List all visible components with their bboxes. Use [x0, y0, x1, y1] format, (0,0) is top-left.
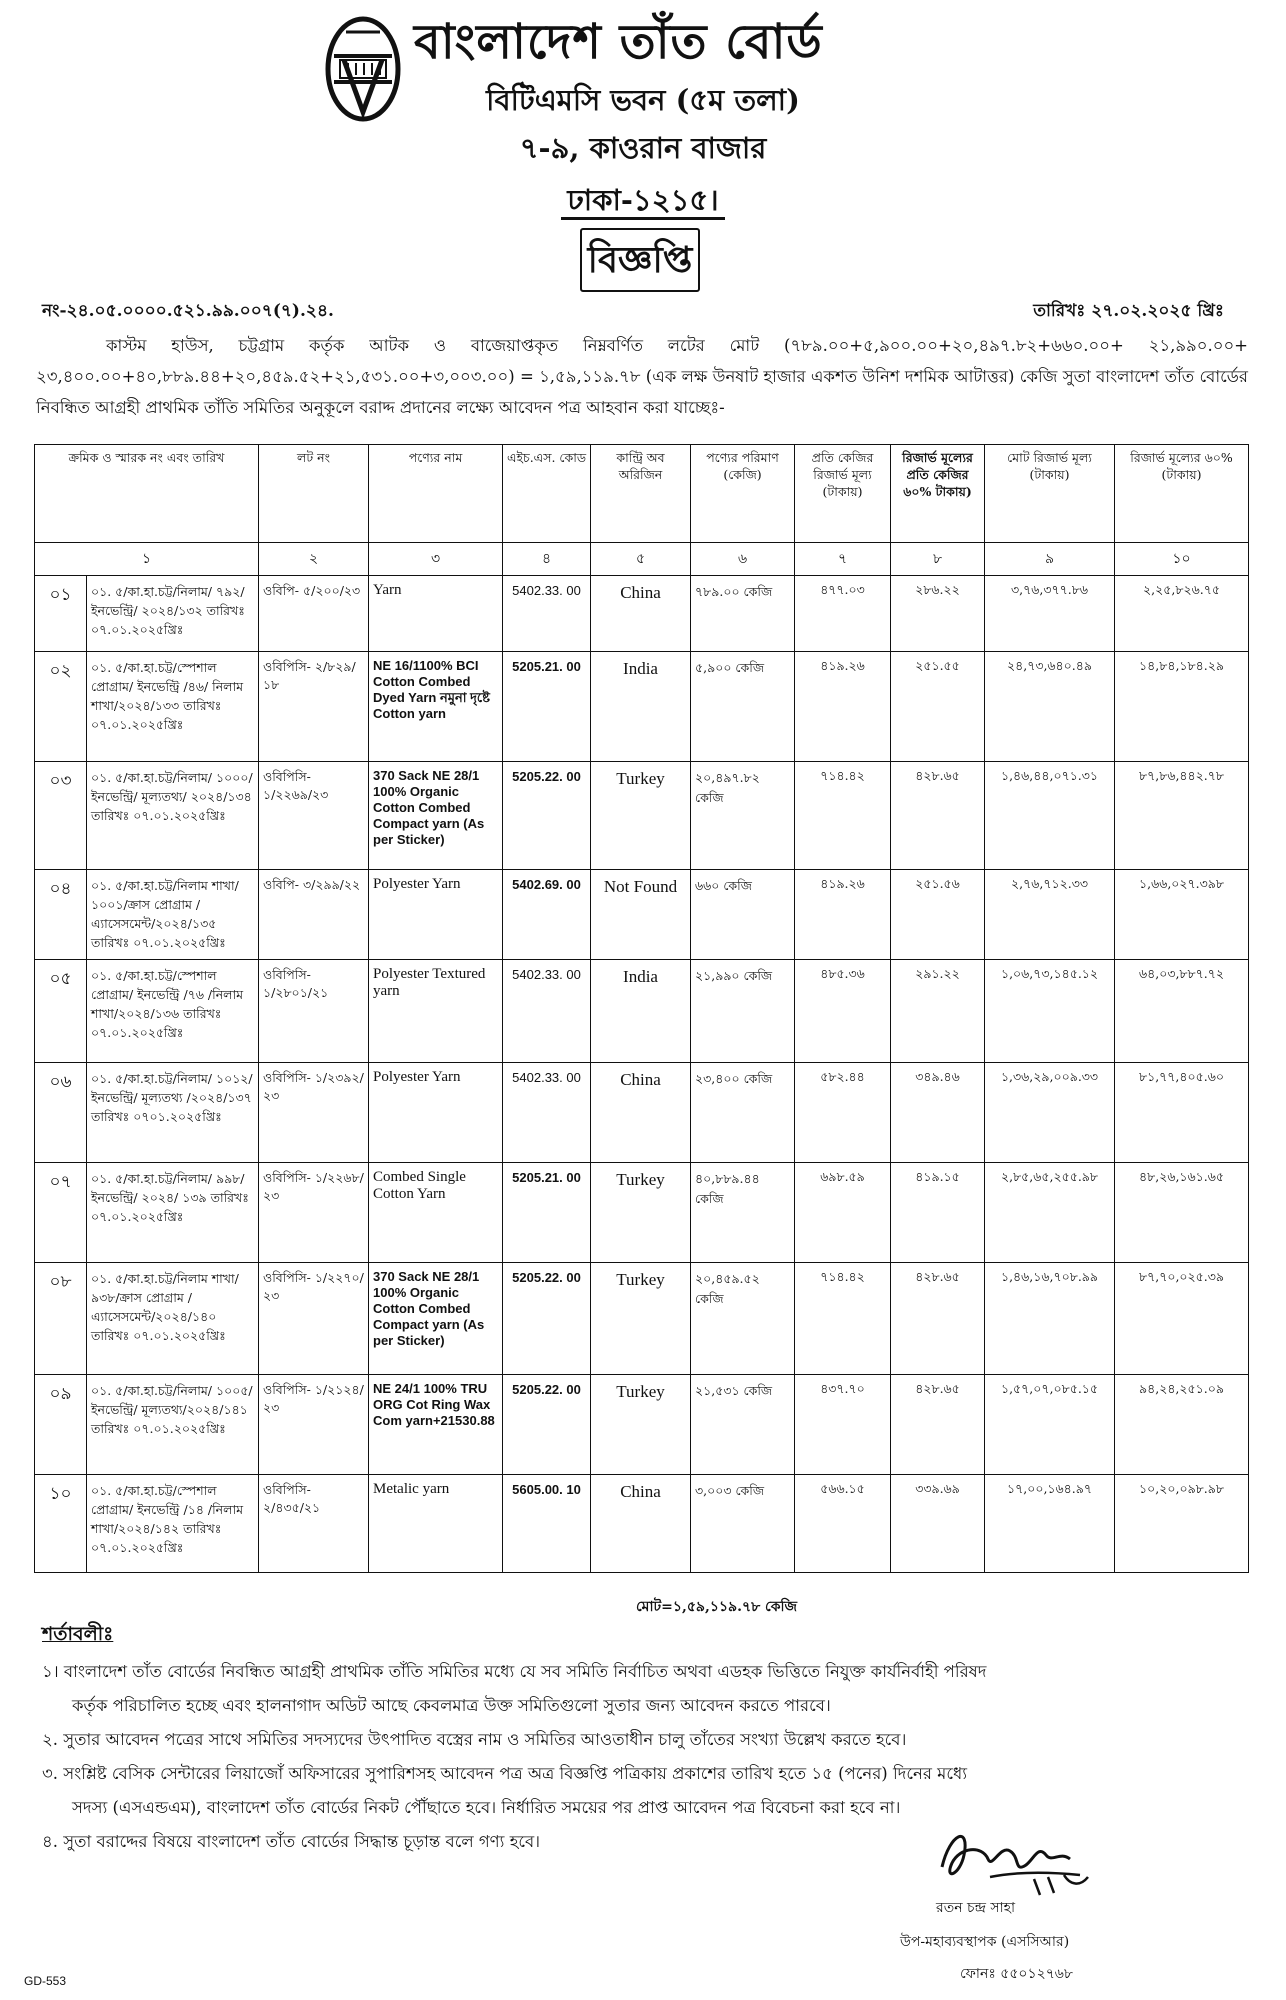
rate60-cell: ২৮৬.২২ — [891, 576, 985, 652]
total-cell: ২,৮৫,৬৫,২৫৫.৯৮ — [985, 1163, 1115, 1263]
table-row — [35, 1263, 1249, 1375]
product-cell: Polyester Textured yarn — [369, 960, 503, 1063]
lot-cell: ওবিপিসি- ১/২২৬৯/২৩ — [259, 762, 369, 870]
table-row — [35, 1375, 1249, 1475]
lot-cell: ওবিপিসি- ২/৪৩৫/২১ — [259, 1475, 369, 1573]
serial-cell: ০২ — [35, 652, 87, 762]
rate60-cell: ৪২৮.৬৫ — [891, 762, 985, 870]
total60-cell: ১৪,৮৪,১৮৪.২৯ — [1115, 652, 1249, 762]
signature-scribble — [930, 1815, 1100, 1905]
origin-cell: China — [591, 576, 691, 652]
hs-code-cell: 5605.00. 10 — [503, 1475, 591, 1573]
table-row — [35, 1475, 1249, 1573]
col-number: ৩ — [369, 543, 503, 576]
quantity-cell: ২১,৫৩১ কেজি — [691, 1375, 795, 1475]
product-cell: Metalic yarn — [369, 1475, 503, 1573]
signatory-phone: ফোনঃ ৫৫০১২৭৬৮ — [960, 1966, 1073, 1982]
address-city — [0, 178, 1286, 227]
quantity-cell: ৬৬০ কেজি — [691, 870, 795, 960]
intro-paragraph: কাস্টম হাউস, চট্টগ্রাম কর্তৃক আটক ও বাজেয়াপ্তকৃত নিম্নবর্ণিত লটের মোট (৭৮৯.০০+৫,৯০০.০০+২০,৪৯৭.৮২+৬৬০.০০+ ২১,৯৯০.০০+ ২৩,৪০০.০০+৪০,৮৮৯.৪৪+২০,৪৫৯.৫২+২১,৫৩১.০০+৩,০০৩.০০) = ১,৫৯,১১৯.৭৮ (এক লক্ষ উনষাট হাজার একশত উনিশ দশমিক আটাত্তর) কেজি সুতা বাংলাদেশ তাঁত বোর্ডের নিবন্ধিত আগ্রহী প্রাথমিক তাঁতি সমিতির অনুকূলে বরাদ্দ প্রদানের লক্ষ্যে আবেদন পত্র আহবান করা যাচ্ছেঃ- — [36, 336, 1248, 417]
total-cell: ১,৫৭,০৭,০৮৫.১৫ — [985, 1375, 1115, 1475]
memo-cell: ০১. ৫/কা.হা.চট্ট/নিলাম/ ১০১২/ইনভেন্ট্রি/ মূল্যতথ্য /২০২৪/১৩৭ তারিখঃ ০৭০১.২০২৫খ্রিঃ — [87, 1063, 259, 1163]
rate60-cell: ৩৩৯.৬৯ — [891, 1475, 985, 1573]
footer-code: GD-553 — [24, 1974, 67, 1988]
col-header-product: পণ্যের নাম — [369, 445, 503, 543]
memo-cell: ০১. ৫/কা.হা.চট্ট/নিলাম শাখা/৯৩৮/ক্রাস প্রোগ্রাম /এ্যাসেসমেন্ট/২০২৪/১৪০ তারিখঃ ০৭.০১.২০২৫খ্রিঃ — [87, 1263, 259, 1375]
table-row — [35, 576, 1249, 652]
serial-cell: ১০ — [35, 1475, 87, 1573]
serial-cell: ০৫ — [35, 960, 87, 1063]
table-row — [35, 1063, 1249, 1163]
col-number: ৯ — [985, 543, 1115, 576]
rate-cell: ৭১৪.৪২ — [795, 762, 891, 870]
col-number: ৬ — [691, 543, 795, 576]
col-header-serial-memo: ক্রমিক ও স্মারক নং এবং তারিখ — [35, 445, 259, 543]
col-header-rate60: রিজার্ভ মূল্যের প্রতি কেজির ৬০% টাকায়) — [891, 445, 985, 543]
col-number: ৭ — [795, 543, 891, 576]
memo-cell: ০১. ৫/কা.হা.চট্ট/নিলাম শাখা/১০০১/ক্রাস প্রোগ্রাম /এ্যাসেসমেন্ট/২০২৪/১৩৫ তারিখঃ ০৭.০১.২০২৫খ্রিঃ — [87, 870, 259, 960]
product-cell: Polyester Yarn — [369, 1063, 503, 1163]
lot-cell: ওবিপিসি- ১/২৮০১/২১ — [259, 960, 369, 1063]
col-header-hs-code: এইচ.এস. কোড — [503, 445, 591, 543]
total60-cell: ২,২৫,৮২৬.৭৫ — [1115, 576, 1249, 652]
col-header-quantity: পণ্যের পরিমাণ (কেজি) — [691, 445, 795, 543]
rate60-cell: ২৯১.২২ — [891, 960, 985, 1063]
rate60-cell: ৪২৮.৬৫ — [891, 1263, 985, 1375]
total60-cell: ৪৮,২৬,১৬১.৬৫ — [1115, 1163, 1249, 1263]
quantity-cell: ২৩,৪০০ কেজি — [691, 1063, 795, 1163]
rate60-cell: ৪১৯.১৫ — [891, 1163, 985, 1263]
rate60-cell: ৩৪৯.৪৬ — [891, 1063, 985, 1163]
organization-title: বাংলাদেশ তাঁত বোর্ড — [414, 14, 823, 70]
col-number: ২ — [259, 543, 369, 576]
serial-cell: ০৯ — [35, 1375, 87, 1475]
col-header-lot: লট নং — [259, 445, 369, 543]
hs-code-cell: 5205.22. 00 — [503, 1263, 591, 1375]
origin-cell: Not Found — [591, 870, 691, 960]
col-number: ৪ — [503, 543, 591, 576]
quantity-cell: ২০,৪৯৭.৮২ কেজি — [691, 762, 795, 870]
total-cell: ১,৪৬,৪৪,০৭১.৩১ — [985, 762, 1115, 870]
memo-cell: ০১. ৫/কা.হা.চট্ট/স্পেশাল প্রোগ্রাম/ ইনভেন্ট্রি /৭৬ /নিলাম শাখা/২০২৪/১৩৬ তারিখঃ ০৭.০১.২০২৫খ্রিঃ — [87, 960, 259, 1063]
quantity-cell: ৫,৯০০ কেজি — [691, 652, 795, 762]
total-cell: ১,০৬,৭৩,১৪৫.১২ — [985, 960, 1115, 1063]
hs-code-cell: 5402.33. 00 — [503, 1063, 591, 1163]
rate-cell: ৪৭৭.০৩ — [795, 576, 891, 652]
total-cell: ১,৩৬,২৯,০০৯.৩৩ — [985, 1063, 1115, 1163]
origin-cell: China — [591, 1063, 691, 1163]
col-header-rate: প্রতি কেজির রিজার্ভ মূল্য (টাকায়) — [795, 445, 891, 543]
hs-code-cell: 5402.33. 00 — [503, 960, 591, 1063]
lot-cell: ওবিপিসি- ২/৮২৯/ ১৮ — [259, 652, 369, 762]
col-header-total: মোট রিজার্ভ মূল্য (টাকায়) — [985, 445, 1115, 543]
product-cell: 370 Sack NE 28/1 100% Organic Cotton Combed Compact yarn (As per Sticker) — [369, 762, 503, 870]
hs-code-cell: 5402.69. 00 — [503, 870, 591, 960]
lot-cell: ওবিপি- ৩/২৯৯/২২ — [259, 870, 369, 960]
total-cell: ১৭,০০,১৬৪.৯৭ — [985, 1475, 1115, 1573]
rate-cell: ৪৮৫.৩৬ — [795, 960, 891, 1063]
notice-title: বিজ্ঞপ্তি — [587, 239, 693, 281]
lot-cell: ওবিপিসি- ১/২১২৪/ ২৩ — [259, 1375, 369, 1475]
total60-cell: ৬৪,০৩,৮৮৭.৭২ — [1115, 960, 1249, 1063]
term-3-line: ৩. সংশ্লিষ্ট বেসিক সেন্টারের লিয়াজোঁ অফিসারের সুপারিশসহ আবেদন পত্র অত্র বিজ্ঞপ্তি পত্রিকায় প্রকাশের তারিখ হতে ১৫ (পনের) দিনের মধ্যে — [42, 1764, 967, 1783]
col-header-origin: কান্ট্রি অব অরিজিন — [591, 445, 691, 543]
origin-cell: Turkey — [591, 1163, 691, 1263]
total-quantity: মোট=১,৫৯,১১৯.৭৮ কেজি — [636, 1599, 798, 1615]
term-3-continuation: সদস্য (এসএন্ডএম), বাংলাদেশ তাঁত বোর্ডের নিকট পৌঁছাতে হবে। নির্ধারিত সময়ের পর প্রাপ্ত আবেদন পত্র বিবেচনা করা হবে না। — [72, 1798, 901, 1817]
lot-cell: ওবিপিসি- ১/২৩৯২/ ২৩ — [259, 1063, 369, 1163]
table-header-row — [35, 445, 1249, 543]
hs-code-cell: 5402.33. 00 — [503, 576, 591, 652]
signatory-name: রতন চন্দ্র সাহা — [936, 1900, 1016, 1916]
rate60-cell: ২৫১.৫৬ — [891, 870, 985, 960]
hs-code-cell: 5205.22. 00 — [503, 762, 591, 870]
col-number: ৮ — [891, 543, 985, 576]
serial-cell: ০৭ — [35, 1163, 87, 1263]
column-number-row — [35, 543, 1249, 576]
origin-cell: Turkey — [591, 762, 691, 870]
signatory-title: উপ-মহাব্যবস্থাপক (এসসিআর) — [900, 1934, 1070, 1950]
hs-code-cell: 5205.22. 00 — [503, 1375, 591, 1475]
table-row — [35, 870, 1249, 960]
term-2 — [42, 1723, 1252, 1757]
col-number: ৫ — [591, 543, 691, 576]
col-number: ১ — [35, 543, 259, 576]
total60-cell: ৮১,৭৭,৪০৫.৬০ — [1115, 1063, 1249, 1163]
lot-rows — [35, 576, 1249, 1573]
memo-cell: ০১. ৫/কা.হা.চট্ট/স্পেশাল প্রোগ্রাম/ ইনভেন্ট্রি /৪৬/ নিলাম শাখা/২০২৪/১৩৩ তারিখঃ ০৭.০১.২০২৫খ্রিঃ — [87, 652, 259, 762]
col-number: ১০ — [1115, 543, 1249, 576]
quantity-cell: ৪০,৮৮৯.৪৪ কেজি — [691, 1163, 795, 1263]
lot-cell: ওবিপিসি- ১/২২৬৮/ ২৩ — [259, 1163, 369, 1263]
serial-cell: ০১ — [35, 576, 87, 652]
table-row — [35, 960, 1249, 1063]
total60-cell: ৯৪,২৪,২৫১.০৯ — [1115, 1375, 1249, 1475]
product-cell: Polyester Yarn — [369, 870, 503, 960]
origin-cell: India — [591, 652, 691, 762]
quantity-cell: ৭৮৯.০০ কেজি — [691, 576, 795, 652]
rate-cell: ৬৯৮.৫৯ — [795, 1163, 891, 1263]
lot-cell: ওবিপিসি- ১/২২৭০/ ২৩ — [259, 1263, 369, 1375]
term-1-continuation: কর্তৃক পরিচালিত হচ্ছে এবং হালনাগাদ অডিট আছে কেবলমাত্র উক্ত সমিতিগুলো সুতার জন্য আবেদন করতে পারবে। — [72, 1696, 831, 1715]
memo-cell: ০১. ৫/কা.হা.চট্ট/নিলাম/ ৭৯২/ ইনভেন্ট্রি/ ২০২৪/১৩২ তারিখঃ ০৭.০১.২০২৫খ্রিঃ — [87, 576, 259, 652]
quantity-cell: ২০,৪৫৯.৫২ কেজি — [691, 1263, 795, 1375]
memo-cell: ০১. ৫/কা.হা.চট্ট/নিলাম/ ৯৯৮/ ইনভেন্ট্রি/ ২০২৪/ ১৩৯ তারিখঃ ০৭.০১.২০২৫খ্রিঃ — [87, 1163, 259, 1263]
term-1-line: ১। বাংলাদেশ তাঁত বোর্ডের নিবন্ধিত আগ্রহী প্রাথমিক তাঁতি সমিতির মধ্যে যে সব সমিতি নির্বাচিত অথবা এডহক ভিত্তিতে নিযুক্ত কার্যনির্বাহী পরিষদ — [42, 1662, 987, 1681]
product-cell: NE 16/1100% BCI Cotton Combed Dyed Yarn নমুনা দৃষ্টে Cotton yarn — [369, 652, 503, 762]
term-4-line: ৪. সুতা বরাদ্দের বিষয়ে বাংলাদেশ তাঁত বোর্ডের সিদ্ধান্ত চূড়ান্ত বলে গণ্য হবে। — [42, 1832, 541, 1851]
origin-cell: India — [591, 960, 691, 1063]
quantity-cell: ২১,৯৯০ কেজি — [691, 960, 795, 1063]
product-cell: Combed Single Cotton Yarn — [369, 1163, 503, 1263]
rate-cell: ৫৬৬.১৫ — [795, 1475, 891, 1573]
serial-cell: ০৬ — [35, 1063, 87, 1163]
col-header-total60: রিজার্ভ মূল্যের ৬০% (টাকায়) — [1115, 445, 1249, 543]
term-1 — [42, 1655, 1252, 1723]
serial-cell: ০৩ — [35, 762, 87, 870]
rate-cell: ৪১৯.২৬ — [795, 870, 891, 960]
hs-code-cell: 5205.21. 00 — [503, 652, 591, 762]
lot-cell: ওবিপি- ৫/২০০/২৩ — [259, 576, 369, 652]
quantity-cell: ৩,০০৩ কেজি — [691, 1475, 795, 1573]
product-cell: NE 24/1 100% TRU ORG Cot Ring Wax Com yarn+21530.88 — [369, 1375, 503, 1475]
total-cell: ৩,৭৬,৩৭৭.৮৬ — [985, 576, 1115, 652]
term-2-line: ২. সুতার আবেদন পত্রের সাথে সমিতির সদস্যদের উৎপাদিত বস্ত্রের নাম ও সমিতির আওতাধীন চালু তাঁতের সংখ্যা উল্লেখ করতে হবে। — [42, 1730, 907, 1749]
table-row — [35, 1163, 1249, 1263]
serial-cell: ০৮ — [35, 1263, 87, 1375]
terms-heading: শর্তাবলীঃ — [42, 1623, 114, 1645]
hs-code-cell: 5205.21. 00 — [503, 1163, 591, 1263]
rate60-cell: ৪২৮.৬৫ — [891, 1375, 985, 1475]
table-row — [35, 652, 1249, 762]
address-city-text: ঢাকা-১২১৫। — [561, 183, 724, 220]
rate-cell: ৪৩৭.৭০ — [795, 1375, 891, 1475]
memo-cell: ০১. ৫/কা.হা.চট্ট/স্পেশাল প্রোগ্রাম/ ইনভেন্ট্রি /১৪ /নিলাম শাখা/২০২৪/১৪২ তারিখঃ ০৭.০১.২০২৫খ্রিঃ — [87, 1475, 259, 1573]
product-cell: 370 Sack NE 28/1 100% Organic Cotton Combed Compact yarn (As per Sticker) — [369, 1263, 503, 1375]
rate-cell: ৫৮২.৪৪ — [795, 1063, 891, 1163]
total60-cell: ৮৭,৭০,০২৫.৩৯ — [1115, 1263, 1249, 1375]
origin-cell: China — [591, 1475, 691, 1573]
total60-cell: ৮৭,৮৬,৪৪২.৭৮ — [1115, 762, 1249, 870]
address-street: ৭-৯, কাওরান বাজার — [519, 131, 767, 165]
table-row — [35, 762, 1249, 870]
memo-cell: ০১. ৫/কা.হা.চট্ট/নিলাম/ ১০০৫/ইনভেন্ট্রি/ মূল্যতথ্য/২০২৪/১৪১ তারিখঃ ০৭.০১.২০২৫খ্রিঃ — [87, 1375, 259, 1475]
total-cell: ১,৪৬,১৬,৭০৮.৯৯ — [985, 1263, 1115, 1375]
total60-cell: ১,৬৬,০২৭.৩৯৮ — [1115, 870, 1249, 960]
memo-date: তারিখঃ ২৭.০২.২০২৫ খ্রিঃ — [1033, 301, 1224, 321]
memo-cell: ০১. ৫/কা.হা.চট্ট/নিলাম/ ১০০০/ইনভেন্ট্রি/ মূল্যতথ্য/ ২০২৪/১৩৪ তারিখঃ ০৭.০১.২০২৫খ্রিঃ — [87, 762, 259, 870]
total-cell: ২,৭৬,৭১২.৩৩ — [985, 870, 1115, 960]
origin-cell: Turkey — [591, 1375, 691, 1475]
rate-cell: ৭১৪.৪২ — [795, 1263, 891, 1375]
total60-cell: ১০,২০,০৯৮.৯৮ — [1115, 1475, 1249, 1573]
rate-cell: ৪১৯.২৬ — [795, 652, 891, 762]
notice-title-box — [580, 228, 700, 292]
rate60-cell: ২৫১.৫৫ — [891, 652, 985, 762]
product-cell: Yarn — [369, 576, 503, 652]
serial-cell: ০৪ — [35, 870, 87, 960]
memo-number: নং-২৪.০৫.০০০০.৫২১.৯৯.০০৭(৭).২৪. — [42, 301, 334, 321]
origin-cell: Turkey — [591, 1263, 691, 1375]
lot-table — [34, 444, 1249, 1573]
total-cell: ২৪,৭৩,৬৪০.৪৯ — [985, 652, 1115, 762]
address-building: বিটিএমসি ভবন (৫ম তলা) — [486, 83, 800, 117]
